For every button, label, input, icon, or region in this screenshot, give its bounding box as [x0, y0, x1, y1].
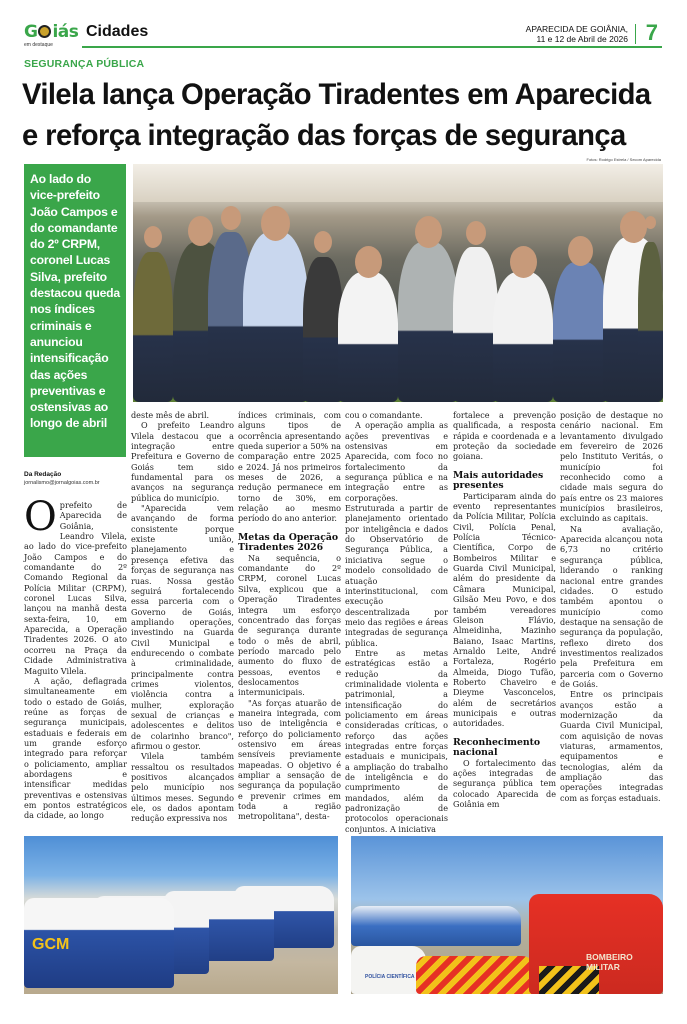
paragraph: O prefeito Leandro Vilela destacou que a integração entre Prefeitura e Governo de Goiás tem sido fundamental para os avanços na segurança pública do município. [131, 420, 234, 503]
person-head [466, 221, 486, 245]
fire-and-police-vehicles-photo [351, 836, 663, 994]
person-head [568, 236, 593, 266]
vehicle [351, 946, 426, 994]
dateline-city: APARECIDA DE GOIÂNIA, [525, 24, 628, 34]
headline-line-1: Vilela lança Operação Tiradentes em Aparecida [22, 78, 651, 111]
logo-emblem-icon [38, 25, 51, 38]
person-figure [243, 232, 308, 402]
paragraph: A operação amplia as ações preventivas e ostensivas em Aparecida, com foco no fortalecimento da segurança pública e na integração entre as corporações. Estruturada a partir de planejamento orientado por inteligência e dados do Observatório de Segurança Pública, a iniciativa segue o modelo consolidado de atuação interinstitucional, com execução descentralizada por meio das regiões e áreas integradas de segurança pública. [345, 420, 448, 648]
photo-building-backdrop [133, 164, 663, 202]
paragraph: Na avaliação, Aparecida alcançou nota 6,73 no critério segurança pública, liderando o ranking nacional entre grandes cidades. O estudo também apontou o município como destaque na sensação de segurança da população, reflexo direto dos investimentos realizados pela Prefeitura em parceria com o Governo de Goiás. [560, 523, 663, 689]
paragraph: A ação, deflagrada simultaneamente em todo o estado de Goiás, reúne as forças de segurança municipais, estaduais e federais em um grande esforço integrado para reforçar o policiamento, ampliar abordagens e intensificar medidas preventivas e ostensivas em pontos estratégicos da cidade, ao longo [24, 675, 127, 821]
paragraph: "As forças atuarão de maneira integrada, com uso de inteligência e reforço do policiamento ostensivo em áreas sensíveis previamente mapeadas. O objetivo é ampliar a sensação de segurança da população e prevenir crimes em toda a região metropolitana", desta- [238, 697, 341, 822]
dateline [526, 24, 628, 44]
header-rule [82, 46, 662, 48]
article-kicker: SEGURANÇA PÚBLICA [24, 58, 145, 70]
person-figure [453, 247, 498, 402]
article-column-3 [238, 410, 341, 822]
vehicle [416, 956, 536, 994]
logo-tagline: em destaque [24, 42, 53, 48]
article-deck-box [24, 164, 126, 457]
person-figure [398, 242, 458, 402]
headline-line-2: e reforça integração das forças de segurança [22, 119, 626, 152]
drop-cap: O [24, 494, 57, 540]
masthead [24, 22, 664, 48]
byline-email[interactable]: jornalismo@jornalgoias.com.br [24, 480, 100, 486]
dateline-date: 11 e 12 de Abril de 2026 [536, 34, 628, 44]
article-headline [22, 74, 661, 156]
paragraph: "Aparecida vem avançando de forma consistente porque existe união, planejamento e presença efetiva das forças de segurança nas ruas. Nossa gestão seguirá fortalecendo essa parceria com o Governo de Goiás, ampliando operações, investindo na Guarda Civil Municipal e endurecendo o combate à criminalidade, principalmente contra crimes violentos, violência contra a mulher, exploração sexual de crianças e adolescentes e delitos de colarinho branco", afirmou o gestor. [131, 503, 234, 751]
paragraph: Vilela também ressaltou os resultados positivos alcançados pelo município nos últimos meses. Segundo ele, os dados apontam redução expressiva nos [131, 751, 234, 824]
photo-credit: Fotos: Rodrigo Estrela / Secom Aparecida [586, 157, 661, 162]
main-photo [133, 164, 663, 402]
gcm-vehicle-label: GCM [32, 936, 70, 953]
subheading: Reconhecimento nacional [453, 736, 541, 758]
person-figure [338, 272, 398, 402]
person-figure [133, 252, 173, 402]
person-figure [638, 242, 663, 402]
paragraph: Entre as metas estratégicas estão a redução da criminalidade violenta e patrimonial, a intensificação do policiamento em áreas consideradas críticas, o reforço das ações integradas entre forças estaduais e municipais, a ampliação do trabalho de inteligência e do cumprimento de mandados, além da padronização de protocolos operacionais conjuntos. A iniciativa [345, 647, 448, 834]
gcm-vehicles-photo [24, 836, 338, 994]
bombeiro-label: BOMBEIRO MILITAR [586, 952, 633, 972]
paragraph: cou o comandante. [345, 410, 423, 420]
person-head [144, 226, 162, 248]
article-column-1 [24, 494, 127, 821]
person-head [510, 246, 537, 278]
person-head [261, 206, 290, 241]
person-head [645, 216, 656, 229]
paragraph: deste mês de abril. [131, 410, 210, 420]
paragraph: posição de destaque no cenário nacional. Em levantamento divulgado em fevereiro de 2026 pelo Instituto Veritás, o município foi reconhecido como a cidade mais segura do país entre os 23 maiores municípios brasileiros, excluindo as capitais. [560, 410, 663, 524]
person-figure [553, 262, 608, 402]
subheading: Mais autoridades presentes [453, 469, 544, 491]
person-head [221, 206, 241, 230]
paragraph: Participaram ainda do evento representantes da Polícia Militar, Polícia Civil, Polícia Penal, Polícia Técnico-Científica, Corpo de Bombeiros Militar e Guarda Civil Municipal, além do presidente da Câmara Municipal, Gilsão Meu Povo, e dos também vereadores Gleison Flávio, Almeidinha, Mazinho Baiano, Isaac Martins, Arnaldo Leite, André Fortaleza, Rogério Almeida, Diogo Tufão, Roberto Chaveiro e Dieyme Vasconcelos, além de secretários municipais e outras autoridades. [453, 490, 556, 729]
paragraph: fortalece a prevenção qualificada, a resposta rápida e coordenada e a proteção da sociedade goiana. [453, 410, 556, 462]
section-name: Cidades [86, 23, 149, 40]
paragraph: Entre os principais avanços estão a modernização da Guarda Civil Municipal, com aquisição de novas viaturas, armamentos, equipamentos e tecnologias, além da ampliação das operações integradas com as forças estaduais. [560, 689, 663, 803]
article-column-5 [453, 410, 556, 809]
person-head [188, 216, 213, 246]
policia-cientifica-label: POLÍCIA CIENTÍFICA [365, 974, 415, 980]
person-figure [303, 257, 343, 402]
person-head [620, 211, 647, 243]
page-number-divider [635, 24, 636, 44]
subheading: Metas da Operação Tiradentes 2026 [238, 531, 339, 553]
person-figure [493, 272, 553, 402]
person-head [314, 231, 332, 253]
paragraph: Oprefeito de Aparecida de Goiânia, Leandro Vilela, ao lado do vice-prefeito João Campos e do comandante do 2º Comando Regional da Polícia Militar (CRPM), coronel Lucas Silva, lançou na manhã desta sexta-feira, 10, em Aparecida, a Operação Tiradentes 2026. O ato ocorreu na Praça da Cidade Administrativa Maguito Vilela. [24, 494, 127, 676]
article-column-6 [560, 410, 663, 803]
page-number: 7 [645, 20, 658, 45]
article-column-2 [131, 410, 234, 824]
paragraph: Na sequência, o comandante do 2º CRPM, coronel Lucas Silva, explicou que a Operação Tiradentes integra um esforço concentrado das forças de segurança durante todo o mês de abril, período marcado pelo aumento do fluxo de pessoas, eventos e deslocamentos intermunicipais. [238, 552, 341, 698]
vehicle [351, 906, 521, 946]
paragraph: índices criminais, com alguns tipos de ocorrência apresentando queda superior a 50% na comparação entre 2025 e 2024. Já nos primeiros meses de 2026, a redução permanece em torno de 30%, em relação ao mesmo período do ano anterior. [238, 410, 341, 524]
article-column-4 [345, 410, 448, 834]
person-head [415, 216, 442, 248]
byline: Da Redação [24, 471, 62, 478]
article-deck: Ao lado do vice-prefeito João Campos e do comandante do 2º CRPM, coronel Lucas Silva, prefeito destacou queda nos índices criminais e anunciou intensificação das ações preventivas e ostensivas ao longo de abril [30, 172, 120, 431]
paragraph: O fortalecimento das ações integradas de segurança pública tem colocado Aparecida de Goiânia em [453, 757, 556, 809]
newspaper-logo: G iás [24, 22, 79, 42]
person-head [355, 246, 382, 278]
